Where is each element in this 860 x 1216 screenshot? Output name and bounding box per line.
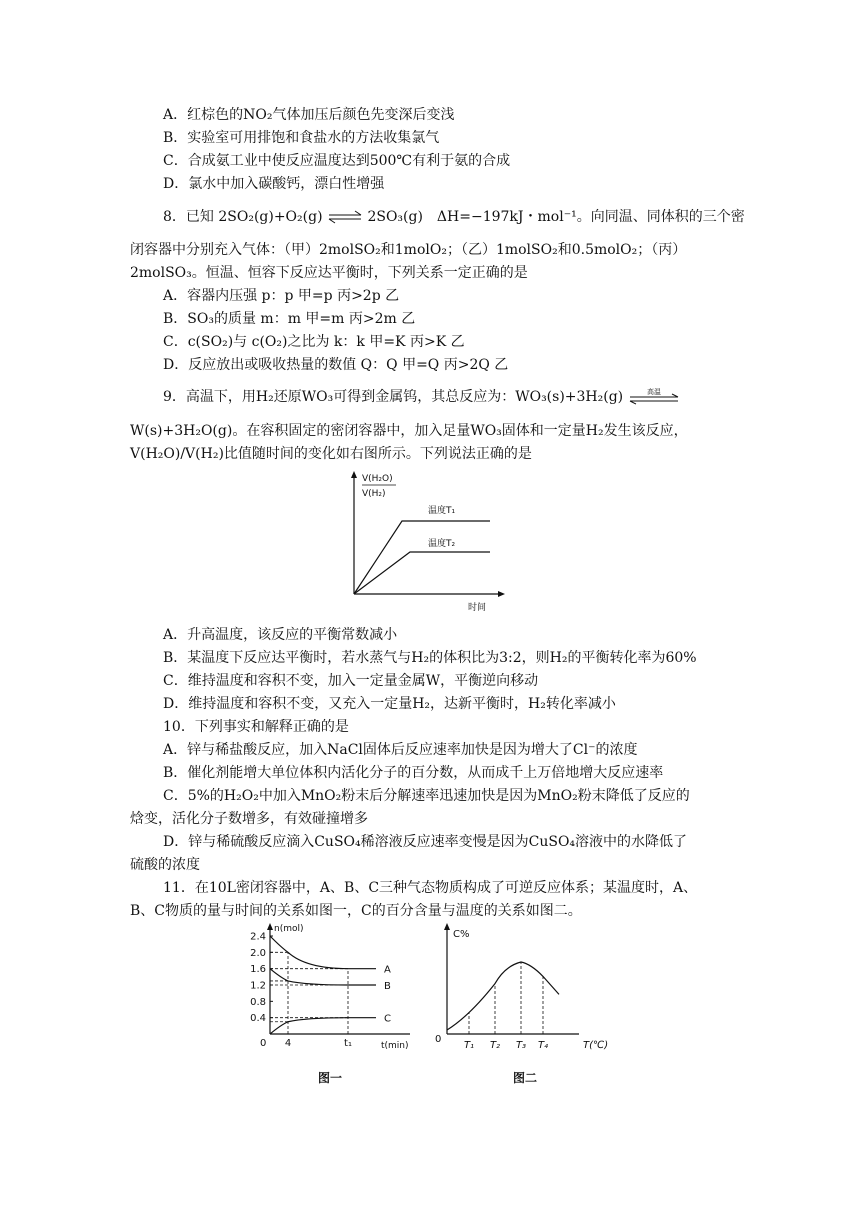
equilibrium-arrow-icon: [628, 388, 680, 406]
fig1-series-label: B: [384, 981, 391, 992]
figure-2-chart: [433, 922, 618, 1094]
q8-stem-line2: 闭容器中分别充入气体：（甲）2molSO₂和1molO₂；（乙）1molSO₂和0.5molO₂；（丙）: [130, 242, 687, 258]
q9-figure: [340, 466, 510, 616]
fig2-x-tick-label: T₂: [489, 1040, 501, 1051]
q8-option-d: D．反应放出或吸收热量的数值 Q：Q 甲=Q 丙>2Q 乙: [163, 357, 509, 373]
fig2-origin-label: 0: [435, 1034, 442, 1045]
q10-option-d-line1: D．锌与稀硫酸反应滴入CuSO₄稀溶液反应速率变慢是因为CuSO₄溶液中的水降低了: [163, 834, 688, 850]
q9-curve-t1-label: 温度T₁: [428, 506, 456, 516]
fig1-x-tick-label: 4: [284, 1038, 292, 1049]
q8-option-a: A．容器内压强 p：p 甲=p 丙>2p 乙: [163, 288, 400, 304]
fig1-y-tick-label: 1.2: [250, 980, 266, 992]
q9-ylabel-top: V(H₂O): [362, 474, 393, 484]
q8-stem-line1: [163, 207, 745, 227]
fig1-series-B: [270, 969, 376, 985]
q8-stem-reactants: 8．已知 2SO₂(g)+O₂(g): [163, 209, 323, 225]
fig1-xlabel: t(min): [381, 1041, 409, 1051]
fig2-y-arrow: [444, 923, 450, 930]
q9-stem-line2: W(s)+3H₂O(g)。在容积固定的密闭容器中，加入足量WO₃固体和一定量H₂发生该反应，: [130, 423, 688, 439]
q7-option-b: B．实验室可用排饱和食盐水的方法收集氯气: [163, 130, 440, 146]
q8-stem-line3: 2molSO₃。恒温、恒容下反应达平衡时，下列关系一定正确的是: [130, 265, 528, 281]
q9-stem-line1: [163, 387, 680, 407]
fig2-curve: [447, 962, 559, 1030]
q8-option-b: B．SO₃的质量 m：m 甲=m 丙>2m 乙: [163, 311, 416, 327]
fig1-y-tick-label: 2.4: [250, 931, 266, 943]
fig1-y-tick-label: 0.4: [250, 1013, 266, 1025]
fig1-origin-label: 0: [260, 1038, 267, 1049]
fig1-ylabel: n(mol): [274, 924, 304, 934]
q8-stem-products: 2SO₃(g) ΔH=−197kJ・mol⁻¹。向同温、同体积的三个密: [367, 209, 745, 225]
q9-curve-t1: [354, 521, 490, 594]
fig1-y-tick-label: 2.0: [250, 947, 266, 959]
q10-option-c-line2: 焓变，活化分子数增多，有效碰撞增多: [130, 811, 368, 827]
q11-stem-line2: B、C物质的量与时间的关系如图一，C的百分含量与温度的关系如图二。: [130, 903, 582, 919]
fig1-y-tick-label: 0.8: [250, 996, 266, 1008]
q9-option-a: A．升高温度，该反应的平衡常数减小: [163, 627, 398, 643]
fig2-ylabel: C%: [453, 929, 470, 940]
q9-curve-t2: [354, 552, 490, 594]
q7-option-d: D．氯水中加入碳酸钙，漂白性增强: [163, 176, 385, 192]
fig2-x-tick-label: T₃: [515, 1040, 527, 1051]
q10-option-d-line2: 硫酸的浓度: [130, 857, 200, 873]
fig1-y-tick-label: 1.6: [250, 964, 266, 976]
q9-xlabel: 时间: [468, 603, 487, 613]
q9-ylabel-bottom: V(H₂): [362, 489, 386, 499]
q9-stem-line3: V(H₂O)/V(H₂)比值随时间的变化如右图所示。下列说法正确的是: [130, 446, 532, 462]
q7-option-c: C．合成氨工业中使反应温度达到500℃有利于氨的合成: [163, 153, 511, 169]
q8-option-c: C．c(SO₂)与 c(O₂)之比为 k：k 甲=K 丙>K 乙: [163, 334, 465, 350]
equilibrium-arrow-icon: [327, 210, 363, 224]
q7-option-a: A．红棕色的NO₂气体加压后颜色先变深后变浅: [163, 107, 455, 123]
q10-option-a: A．锌与稀盐酸反应，加入NaCl固体后反应速率加快是因为增大了Cl⁻的浓度: [163, 742, 638, 758]
fig1-y-arrow: [267, 923, 273, 930]
q10-option-c-line1: C．5%的H₂O₂中加入MnO₂粉末后分解速率迅速加快是因为MnO₂粉末降低了反应的: [163, 788, 690, 804]
arrow-condition-label: 高温: [646, 388, 661, 396]
figure-1-chart: [238, 922, 423, 1094]
q9-option-b: B．某温度下反应达平衡时，若水蒸气与H₂的体积比为3:2，则H₂的平衡转化率为60%: [163, 650, 697, 666]
q11-stem-line1: 11．在10L密闭容器中，A、B、C三种气态物质构成了可逆反应体系；某温度时，A、: [163, 880, 698, 896]
fig1-series-label: C: [384, 1013, 391, 1025]
q9-curve-t2-label: 温度T₂: [428, 539, 456, 549]
q9-option-c: C．维持温度和容积不变，加入一定量金属W，平衡逆向移动: [163, 673, 539, 689]
fig1-series-C: [270, 1018, 376, 1034]
fig1-x-tick-label: t₁: [344, 1038, 352, 1049]
fig2-caption: 图二: [512, 1071, 538, 1085]
fig1-caption: 图一: [317, 1071, 343, 1085]
fig2-xlabel: T(℃): [583, 1040, 609, 1051]
q9-stem-reaction: 9．高温下，用H₂还原WO₃可得到金属钨，其总反应为：WO₃(s)+3H₂(g): [163, 389, 624, 405]
fig2-x-tick-label: T₄: [537, 1040, 549, 1051]
q10-option-b: B．催化剂能增大单位体积内活化分子的百分数，从而成千上万倍地增大反应速率: [163, 765, 664, 781]
fig2-x-tick-label: T₁: [463, 1040, 475, 1051]
fig1-series-label: A: [384, 964, 391, 976]
q10-stem: 10．下列事实和解释正确的是: [163, 719, 349, 735]
q9-option-d: D．维持温度和容积不变，又充入一定量H₂，达新平衡时，H₂转化率减小: [163, 696, 616, 712]
